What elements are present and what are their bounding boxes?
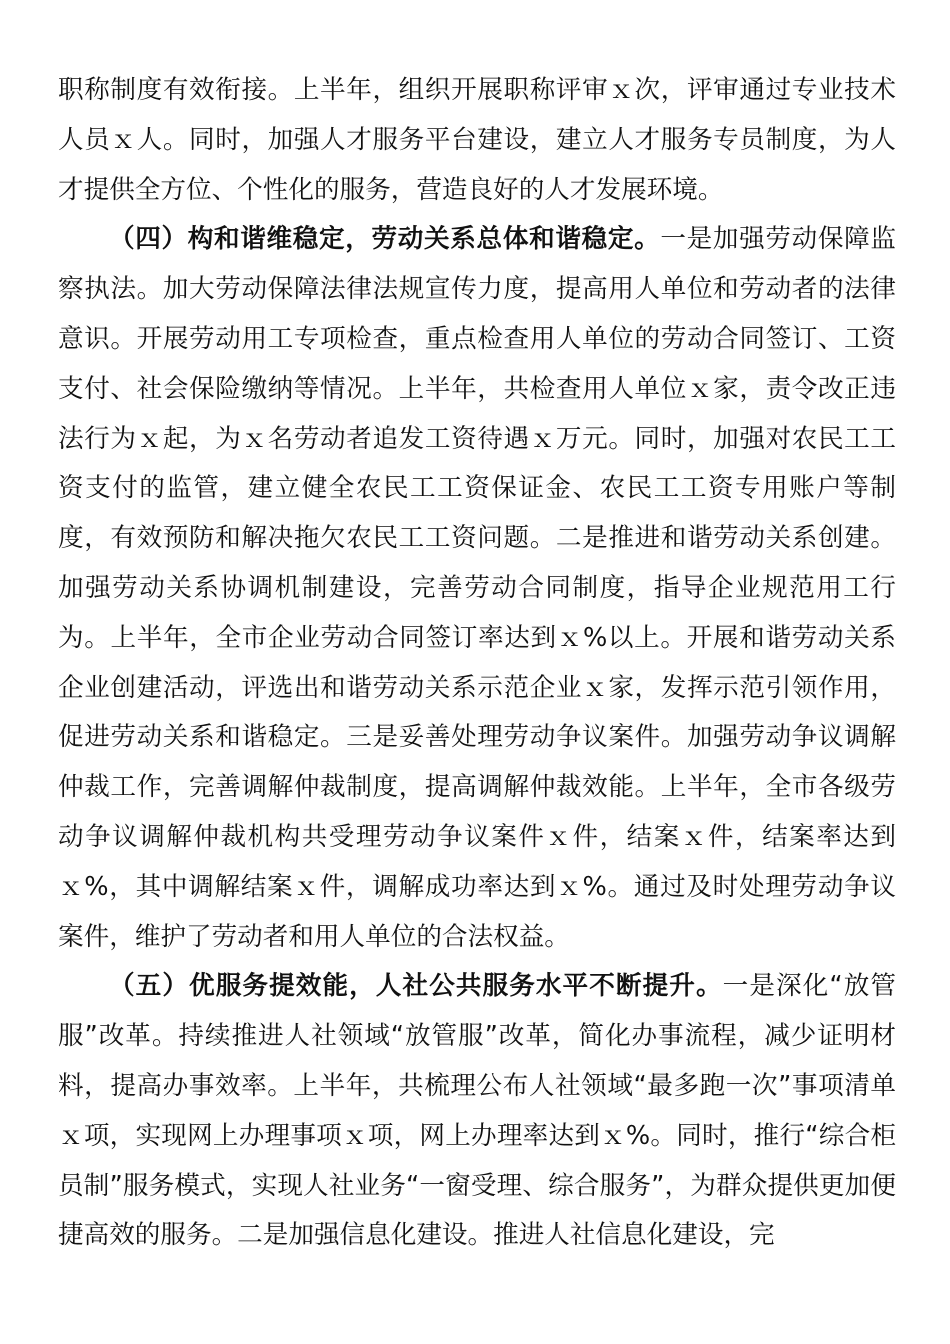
- paragraph-text: 职称制度有效衔接。上半年，组织开展职称评审ｘ次，评审通过专业技术人员ｘ人。同时，加强人才服务平台建设，建立人才服务专员制度，为人才提供全方位、个性化的服务，营造良好的人才发展环境。: [58, 75, 896, 205]
- paragraph-talent-services: [58, 66, 896, 215]
- section-heading-five: （五）优服务提效能，人社公共服务水平不断提升。: [109, 971, 723, 1002]
- section-heading-four: （四）构和谐维稳定，劳动关系总体和谐稳定。: [109, 224, 661, 255]
- paragraph-text: 一是深化“放管服”改革。持续推进人社领域“放管服”改革，简化办事流程，减少证明材料，提高办事效率。上半年，共梳理公布人社领域“最多跑一次”事项清单ｘ项，实现网上办理事项ｘ项，网上办理率达到ｘ%。同时，推行“综合柜员制”服务模式，实现人社业务“一窗受理、综合服务”，为群众提供更加便捷高效的服务。二是加强信息化建设。推进人社信息化建设，完: [58, 971, 896, 1251]
- document-page: [58, 66, 896, 1261]
- paragraph-text: 一是加强劳动保障监察执法。加大劳动保障法律法规宣传力度，提高用人单位和劳动者的法律意识。开展劳动用工专项检查，重点检查用人单位的劳动合同签订、工资支付、社会保险缴纳等情况。上半年，共检查用人单位ｘ家，责令改正违法行为ｘ起，为ｘ名劳动者追发工资待遇ｘ万元。同时，加强对农民工工资支付的监管，建立健全农民工工资保证金、农民工工资专用账户等制度，有效预防和解决拖欠农民工工资问题。二是推进和谐劳动关系创建。加强劳动关系协调机制建设，完善劳动合同制度，指导企业规范用工行为。上半年，全市企业劳动合同签订率达到ｘ%以上。开展和谐劳动关系企业创建活动，评选出和谐劳动关系示范企业ｘ家，发挥示范引领作用，促进劳动关系和谐稳定。三是妥善处理劳动争议案件。加强劳动争议调解仲裁工作，完善调解仲裁制度，提高调解仲裁效能。上半年，全市各级劳动争议调解仲裁机构共受理劳动争议案件ｘ件，结案ｘ件，结案率达到ｘ%，其中调解结案ｘ件，调解成功率达到ｘ%。通过及时处理劳动争议案件，维护了劳动者和用人单位的合法权益。: [58, 224, 896, 952]
- paragraph-public-services: [58, 962, 896, 1261]
- paragraph-labor-relations: [58, 215, 896, 962]
